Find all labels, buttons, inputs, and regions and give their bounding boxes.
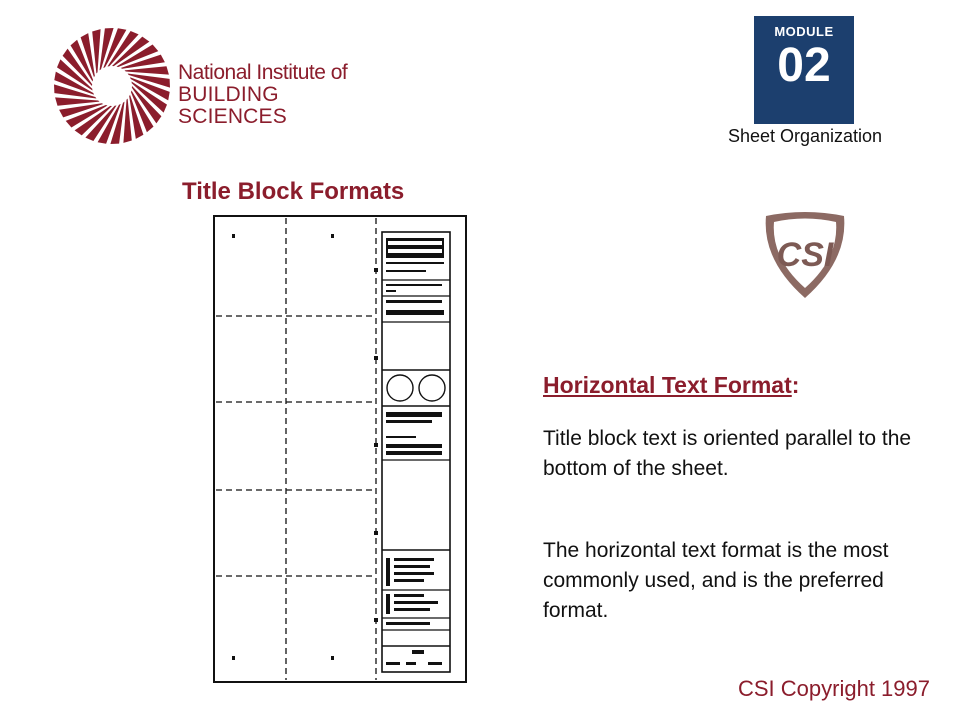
paragraph-2: The horizontal text format is the most commonly used, and is the preferred format. [543,539,889,622]
module-number: 02 [777,39,831,92]
format-colon: : [791,372,800,398]
copyright-notice: CSI Copyright 1997 [738,676,930,701]
title-block-sheet-illustration [200,210,472,688]
csi-shield-logo-icon [760,210,850,302]
paragraph-1: Title block text is oriented parallel to the bottom of the sheet. [543,427,912,480]
slide-heading: Title Block Formats [182,178,405,205]
org-name-line1: National Institute of [178,61,348,84]
module-badge [754,16,854,124]
svg-text:CSI: CSI [776,236,834,274]
org-name-line2: BUILDING SCIENCES [178,83,287,128]
org-name [178,62,392,128]
module-label: MODULE [774,24,834,39]
format-term: Horizontal Text Format [543,372,792,398]
module-caption: Sheet Organization [727,126,883,146]
nibs-logo [52,26,392,146]
format-subheading [543,372,799,399]
swirl-logo-icon [52,26,172,146]
